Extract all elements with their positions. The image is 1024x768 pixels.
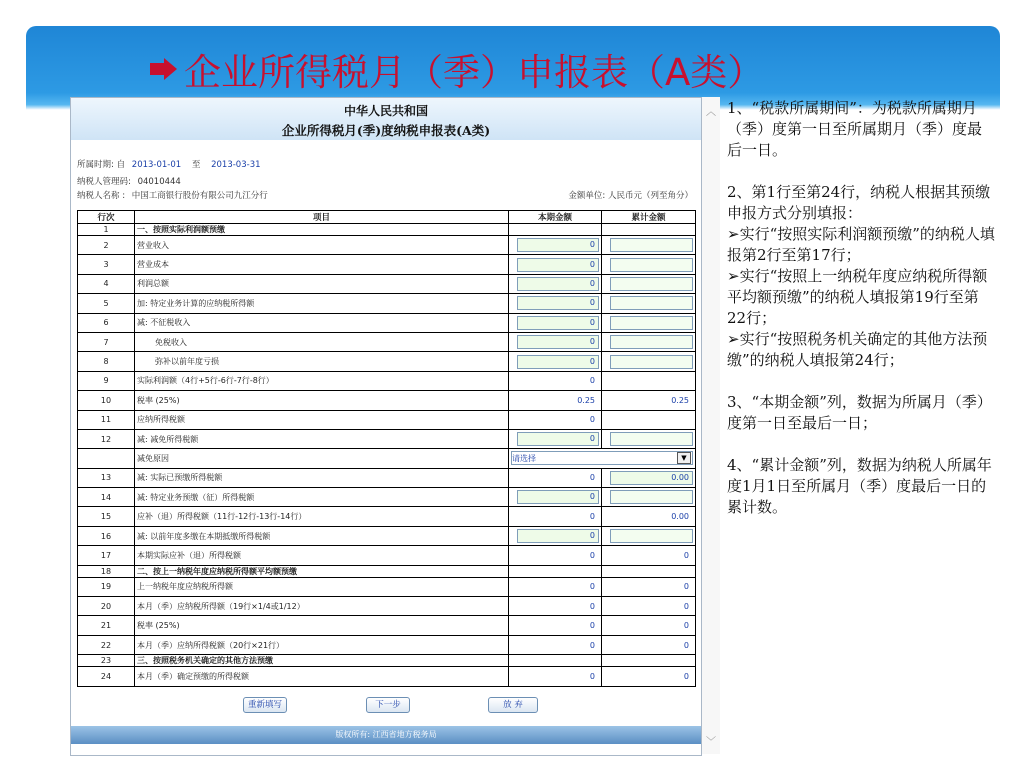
vertical-scrollbar[interactable] [702,97,720,754]
cumulative-amount-input[interactable] [610,529,693,543]
table-row [78,577,696,596]
taxid-label: 纳税人管理码: [77,177,131,187]
form-footer: 版权所有: 江西省地方税务局 [71,726,701,744]
cumulative-amount-cell [602,352,696,371]
cumulative-amount-input[interactable] [610,490,693,504]
note-2b: ➢实行“按照上一纳税年度应纳税所得额平均额预缴”的纳税人填报第19行至第22行； [727,267,988,327]
table-row [78,667,696,686]
cumulative-amount-cell [602,236,696,255]
form-header-line1: 中华人民共和国 [343,104,428,118]
note-2: 2、第1行至第24行，纳税人根据其预缴申报方式分别填报： [727,183,991,222]
note-2a: ➢实行“按照实际利润额预缴”的纳税人填报第2行至第17行； [727,225,995,264]
cumulative-amount-cell [602,468,696,487]
abandon-button[interactable]: 放 弃 [488,697,538,713]
current-amount-cell [509,546,602,565]
row-item-label: 营业收入 [137,240,169,250]
row-item [135,667,509,686]
current-amount-input[interactable]: 0 [517,355,599,369]
row-item [135,429,509,448]
cumulative-amount-cell [602,313,696,332]
row-item-label: 三、按照税务机关确定的其他方法预缴 [137,656,273,666]
form-header-line2: 企业所得税月(季)度纳税申报表(A类) [281,123,491,138]
row-item [135,449,509,468]
table-row [78,332,696,351]
row-number: 13 [78,468,135,487]
cumulative-amount-cell [602,488,696,507]
cumulative-amount-cell [602,391,696,410]
row-item [135,655,509,667]
cumulative-amount-value: 0 [683,621,689,631]
row-item [135,507,509,526]
row-number [78,449,135,468]
table-row [78,655,696,667]
empty-cell [602,655,696,667]
empty-cell [602,224,696,236]
row-item-label: 一、按照实际利润额预缴 [137,225,225,234]
current-amount-value: 0 [589,671,595,681]
period-to-label: 至 [191,160,201,170]
row-item-label: 本月（季）确定预缴的所得税额 [137,671,249,681]
current-amount-value: 0.25 [577,395,595,405]
cumulative-amount-cell [602,526,696,545]
row-item-label: 减: 特定业务预缴（征）所得税额 [137,492,255,502]
taxid-row [77,175,181,187]
taxpayer-name-label: 纳税人名称 : [77,191,126,201]
row-number: 3 [78,255,135,274]
current-amount-cell [509,352,602,371]
row-item [135,255,509,274]
reduction-reason-cell [509,449,696,468]
empty-cell [509,565,602,577]
current-amount-cell [509,667,602,686]
row-item-label: 上一纳税年度应纳税所得额 [137,582,233,592]
current-amount-cell [509,332,602,351]
row-number: 5 [78,294,135,313]
taxpayer-name-value: 中国工商银行股份有限公司九江分行 [131,191,268,201]
cumulative-amount-cell [602,332,696,351]
cumulative-amount-input[interactable] [610,432,693,446]
current-amount-cell [509,274,602,293]
current-amount-cell [509,616,602,635]
cumulative-amount-input[interactable] [610,258,693,272]
taxpayer-name-row [77,189,268,201]
row-item-label: 应纳所得税额 [137,415,185,425]
current-amount-input[interactable]: 0 [517,296,599,310]
row-number: 7 [78,332,135,351]
row-item-label: 利润总额 [137,279,169,289]
current-amount-value: 0 [589,582,595,592]
period-row [77,158,261,170]
note-1: 1、“税款所属期间”：为税款所属期月（季）度第一日至所属期月（季）度最后一日。 [727,99,983,159]
empty-cell [509,655,602,667]
amount-unit: 金额单位: 人民币元（列至角分） [568,191,693,201]
current-amount-input[interactable]: 0 [517,432,599,446]
row-item [135,371,509,390]
cumulative-amount-cell [602,546,696,565]
current-amount-value: 0 [589,601,595,611]
row-item-label: 税率 (25%) [137,621,180,631]
row-item [135,410,509,429]
table-row [78,468,696,487]
row-number: 2 [78,236,135,255]
row-item [135,577,509,596]
row-number: 6 [78,313,135,332]
current-amount-value: 0 [589,640,595,650]
note-4: 4、“累计金额”列，数据为纳税人所属年度1月1日至所属月（季）度最后一日的累计数。 [727,456,992,516]
form-header [71,98,701,140]
row-number: 4 [78,274,135,293]
table-row [78,597,696,616]
tax-form-screenshot [70,97,702,756]
current-amount-input[interactable]: 0 [517,258,599,272]
cumulative-amount-input[interactable] [610,296,693,310]
cumulative-amount-cell [602,255,696,274]
row-item-label: 本月（季）应纳所得税额（20行×21行） [137,640,285,650]
table-row [78,507,696,526]
current-amount-cell [509,577,602,596]
current-amount-input[interactable]: 0 [517,335,599,349]
row-number: 16 [78,526,135,545]
period-label: 所属时期: 自 [77,160,126,170]
cumulative-amount-value: 0 [683,582,689,592]
cumulative-amount-cell [602,507,696,526]
notes-panel [727,98,995,539]
cumulative-amount-input[interactable] [610,316,693,330]
row-number: 14 [78,488,135,507]
slide-title [150,44,764,94]
current-amount-cell [509,255,602,274]
cumulative-amount-cell [602,667,696,686]
cumulative-amount-value: 0.00 [671,512,689,522]
row-item-label: 减: 以前年度多缴在本期抵缴所得税额 [137,531,271,541]
table-row [78,224,696,236]
cumulative-amount-input[interactable] [610,238,693,252]
chevron-down-icon[interactable]: ▼ [677,452,691,464]
row-number: 9 [78,371,135,390]
table-row [78,635,696,654]
cumulative-amount-cell [602,616,696,635]
current-amount-input[interactable]: 0 [517,316,599,330]
table-header [78,211,696,224]
current-amount-cell [509,429,602,448]
col-header-row: 行次 [78,211,135,224]
row-number: 8 [78,352,135,371]
current-amount-input[interactable]: 0 [517,238,599,252]
table-row [78,546,696,565]
cumulative-amount-input[interactable]: 0.00 [610,471,693,485]
row-item-label: 实际利润额（4行+5行-6行-7行-8行） [137,376,274,386]
row-item-label: 本月（季）应纳税所得额（19行×1/4或1/12） [137,601,305,611]
reset-button[interactable]: 重新填写 [243,697,287,713]
current-amount-cell [509,635,602,654]
row-item-label: 减: 实际已预缴所得税额 [137,473,223,483]
row-item-label: 税率 (25%) [137,395,180,405]
row-item [135,546,509,565]
row-item-label: 减免原因 [137,453,169,463]
row-number: 11 [78,410,135,429]
cumulative-amount-cell [602,597,696,616]
row-item [135,352,509,371]
note-2c: ➢实行“按照税务机关确定的其他方法预缴”的纳税人填报第24行； [727,330,988,369]
row-item [135,488,509,507]
next-button[interactable]: 下一步 [366,697,410,713]
row-number: 19 [78,577,135,596]
row-item-label: 营业成本 [137,260,169,270]
cumulative-amount-value: 0 [683,671,689,681]
row-item-label: 应补（退）所得税额（11行-12行-13行-14行） [137,512,307,522]
row-number: 21 [78,616,135,635]
current-amount-value: 0 [589,473,595,483]
current-amount-value: 0 [589,512,595,522]
current-amount-value: 0 [589,621,595,631]
row-item-label: 减: 不征税收入 [137,318,191,328]
row-item [135,391,509,410]
current-amount-input[interactable]: 0 [517,529,599,543]
col-header-cumulative: 累计金额 [602,211,696,224]
row-number: 1 [78,224,135,236]
table-row [78,410,696,429]
cumulative-amount-value: 0.25 [671,395,689,405]
col-header-current: 本期金额 [509,211,602,224]
period-from: 2013-01-01 [131,160,182,170]
cumulative-amount-cell [602,294,696,313]
row-item-label: 二、按上一纳税年度应纳税所得额平均额预缴 [137,566,297,576]
note-3: 3、“本期金额”列，数据为所属月（季）度第一日至最后一日； [727,393,992,432]
row-number: 17 [78,546,135,565]
table-row [78,371,696,390]
cumulative-amount-cell [602,410,696,429]
current-amount-cell [509,468,602,487]
current-amount-value: 0 [589,415,595,425]
cumulative-amount-value: 0 [683,601,689,611]
cumulative-amount-input[interactable] [610,335,693,349]
cumulative-amount-cell [602,577,696,596]
current-amount-cell [509,236,602,255]
row-number: 23 [78,655,135,667]
row-item-label: 本期实际应补（退）所得税额 [137,550,241,560]
current-amount-cell [509,597,602,616]
table-row [78,488,696,507]
current-amount-cell [509,488,602,507]
row-item-label: 免税收入 [155,337,187,347]
current-amount-cell [509,526,602,545]
row-item [135,313,509,332]
row-item [135,565,509,577]
table-row [78,391,696,410]
current-amount-cell [509,391,602,410]
row-item [135,224,509,236]
row-item [135,635,509,654]
taxid-value: 04010444 [137,177,181,187]
current-amount-value: 0 [589,550,595,560]
scroll-down-icon[interactable]: ﹀ [706,737,716,748]
table-row [78,236,696,255]
row-item-label: 加: 特定业务计算的应纳税所得额 [137,298,255,308]
current-amount-input[interactable]: 0 [517,490,599,504]
current-amount-cell [509,313,602,332]
cumulative-amount-cell [602,429,696,448]
table-row [78,274,696,293]
scroll-up-icon[interactable]: ︿ [706,107,716,118]
current-amount-cell [509,294,602,313]
row-item-label: 弥补以前年度亏损 [155,357,219,367]
row-number: 10 [78,391,135,410]
current-amount-cell [509,410,602,429]
empty-cell [509,224,602,236]
row-item [135,294,509,313]
reduction-reason-value: 请选择 [512,453,536,463]
empty-cell [602,565,696,577]
cumulative-amount-cell [602,274,696,293]
table-row [78,313,696,332]
row-item [135,274,509,293]
table-row [78,449,696,468]
table-row [78,565,696,577]
current-amount-input[interactable]: 0 [517,277,599,291]
cumulative-amount-value: 0 [683,550,689,560]
tax-table [77,210,696,687]
row-number: 20 [78,597,135,616]
row-number: 22 [78,635,135,654]
cumulative-amount-cell [602,635,696,654]
current-amount-cell [509,507,602,526]
cumulative-amount-input[interactable] [610,277,693,291]
reduction-reason-select[interactable] [511,451,693,465]
cumulative-amount-cell [602,371,696,390]
row-item [135,526,509,545]
row-item [135,597,509,616]
arrow-right-icon [150,58,178,80]
table-row [78,294,696,313]
table-row [78,255,696,274]
slide-title-text: 企业所得税月（季）申报表（A类） [184,51,765,94]
row-item-label: 减: 减免所得税额 [137,434,199,444]
row-number: 12 [78,429,135,448]
current-amount-value: 0 [589,376,595,386]
row-item [135,236,509,255]
current-amount-cell [509,371,602,390]
table-row [78,616,696,635]
row-item [135,468,509,487]
cumulative-amount-input[interactable] [610,355,693,369]
row-number: 15 [78,507,135,526]
row-number: 24 [78,667,135,686]
period-to: 2013-03-31 [211,160,261,170]
row-item [135,616,509,635]
col-header-item: 项目 [135,211,509,224]
row-number: 18 [78,565,135,577]
cumulative-amount-value: 0 [683,640,689,650]
table-row [78,352,696,371]
table-row [78,526,696,545]
table-row [78,429,696,448]
row-item [135,332,509,351]
